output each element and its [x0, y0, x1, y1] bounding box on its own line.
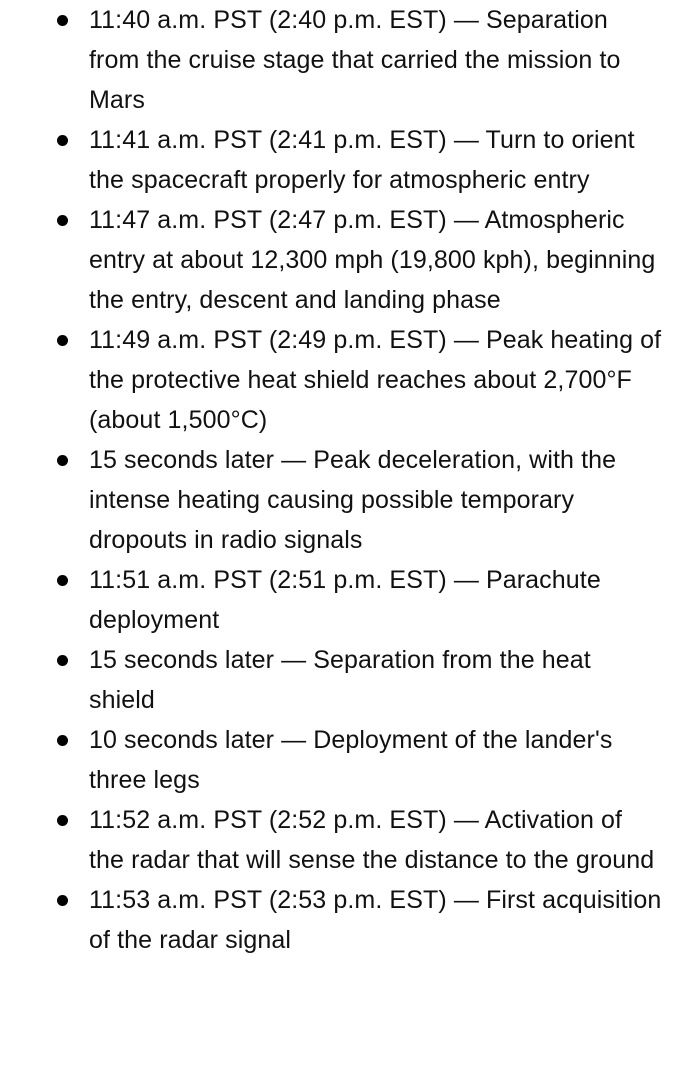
bullet-icon — [57, 455, 68, 466]
bullet-icon — [57, 15, 68, 26]
bullet-icon — [57, 135, 68, 146]
list-item — [0, 880, 691, 960]
list-item-text: 15 seconds later — Peak deceleration, with the intense heating causing possible temporary dropouts in radio signals — [89, 446, 617, 554]
bullet-icon — [57, 335, 68, 346]
list-item — [0, 640, 691, 720]
list-item — [0, 440, 691, 560]
list-item — [0, 200, 691, 320]
bullet-icon — [57, 815, 68, 826]
list-item-text: 11:53 a.m. PST (2:53 p.m. EST) — First acquisition of the radar signal — [89, 886, 662, 954]
bullet-icon — [57, 735, 68, 746]
list-item — [0, 320, 691, 440]
list-item-text: 10 seconds later — Deployment of the lander's three legs — [89, 726, 613, 794]
list-item-text: 15 seconds later — Separation from the heat shield — [89, 646, 591, 714]
list-item — [0, 0, 691, 120]
list-item — [0, 800, 691, 880]
list-item — [0, 120, 691, 200]
list-item-text: 11:41 a.m. PST (2:41 p.m. EST) — Turn to orient the spacecraft properly for atmospheric entry — [89, 126, 635, 194]
bullet-icon — [57, 575, 68, 586]
bullet-icon — [57, 215, 68, 226]
list-item-text: 11:40 a.m. PST (2:40 p.m. EST) — Separation from the cruise stage that carried the mission to Mars — [89, 6, 621, 114]
list-item — [0, 720, 691, 800]
bullet-icon — [57, 895, 68, 906]
list-item — [0, 560, 691, 640]
bullet-icon — [57, 655, 68, 666]
list-item-text: 11:47 a.m. PST (2:47 p.m. EST) — Atmospheric entry at about 12,300 mph (19,800 kph), beginning the entry, descent and landing phase — [89, 206, 656, 314]
list-item-text: 11:52 a.m. PST (2:52 p.m. EST) — Activation of the radar that will sense the distance to the ground — [89, 806, 655, 874]
list-item-text: 11:51 a.m. PST (2:51 p.m. EST) — Parachute deployment — [89, 566, 601, 634]
list-item-text: 11:49 a.m. PST (2:49 p.m. EST) — Peak heating of the protective heat shield reaches about 2,700°F (about 1,500°C) — [89, 326, 662, 434]
